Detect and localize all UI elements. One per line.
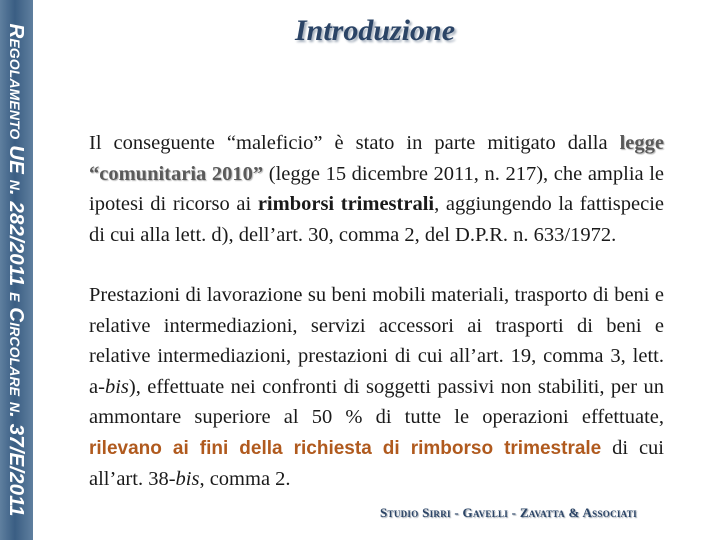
- paragraph-1-text-b: (legge 15 dicembre 2011, n. 217), che amplia le ipotesi di ricorso ai: [89, 162, 665, 215]
- sidebar-title: Regolamento UE n. 282/2011 e Circolare n. 37/E/2011: [5, 23, 28, 517]
- legge-comunitaria-highlight: legge “comunitaria 2010”: [89, 132, 664, 185]
- bis-italic: bis: [104, 375, 129, 398]
- rimborsi-trimestrali-bold: rimborsi trimestrali: [257, 193, 435, 215]
- paragraph-2: [89, 280, 664, 495]
- paragraph-1-text-a: Il conseguente “maleficio” è stato in parte mitigato dalla: [89, 132, 620, 154]
- sidebar-band: [0, 0, 33, 540]
- footer-studio: Studio Sirri - Gavelli - Zavatta & Associati: [380, 505, 637, 520]
- paragraph-2-text-b: ), effettuate nei confronti di soggetti passivi non stabiliti, per un ammontare superiore al 50 % di tutte le operazioni effettuate,: [89, 375, 664, 428]
- paragraph-2-text-c: di cui all’art. 38-: [89, 436, 664, 490]
- slide-title: Introduzione: [294, 14, 456, 47]
- bis-italic-2: bis: [175, 468, 200, 490]
- rimborso-highlight: rilevano ai fini della richiesta di rimborso trimestrale: [89, 437, 602, 459]
- paragraph-2-text-d: , comma 2.: [199, 468, 291, 490]
- paragraph-2-text-a: Prestazioni di lavorazione su beni mobili materiali, trasporto di beni e relative intermediazioni, servizi accessori ai trasporti di beni e relative intermediazioni, prestazioni di cui all’art. 19, comma 3, lett. a-: [89, 284, 664, 398]
- paragraph-1: [89, 128, 664, 250]
- slide-body: [89, 128, 664, 495]
- paragraph-1-text-c: , aggiungendo la fattispecie di cui alla lett. d), dell’art. 30, comma 2, del D.P.R. n. 633/1972.: [89, 193, 665, 246]
